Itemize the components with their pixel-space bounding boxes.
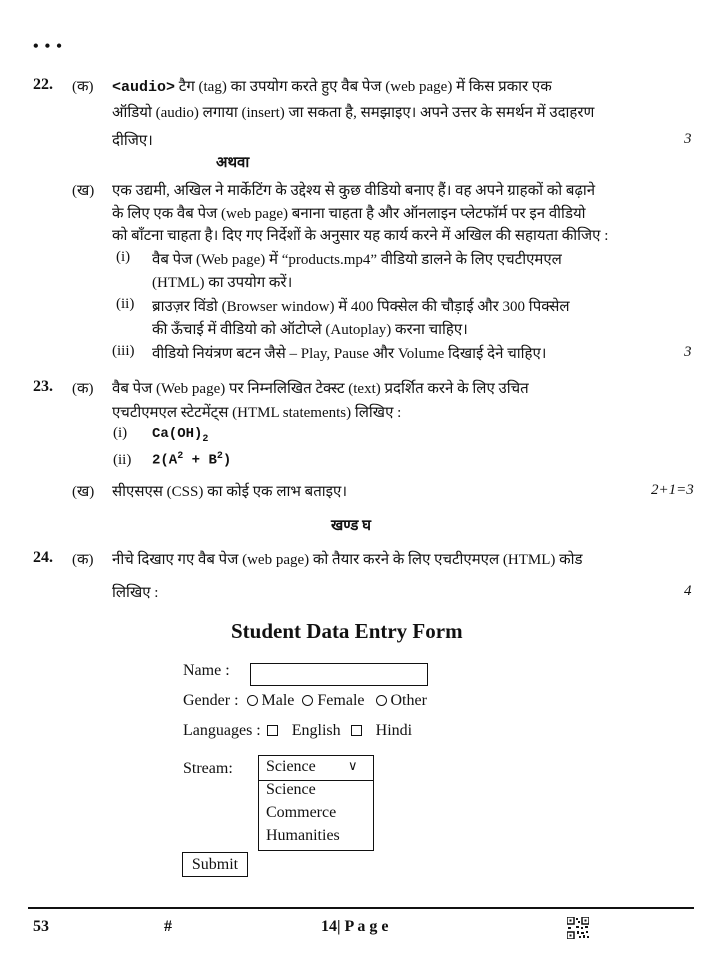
question-number: 24. xyxy=(33,549,53,566)
question-text: वैब पेज (Web page) पर निम्नलिखित टेक्स्ट (text) प्रदर्शित करने के लिए उचित xyxy=(112,381,529,397)
checkbox-hindi[interactable] xyxy=(351,725,362,736)
question-text: ब्राउज़र विंडो (Browser window) में 400 पिक्सेल की चौड़ाई और 300 पिक्सेल xyxy=(152,299,570,315)
name-input[interactable] xyxy=(250,663,428,686)
radio-other[interactable] xyxy=(376,695,387,706)
formula-text xyxy=(152,451,231,469)
sub-part-label: (ii) xyxy=(113,452,132,468)
stream-label: Stream: xyxy=(183,760,233,777)
top-dots: • • • xyxy=(33,38,63,55)
radio-label: Other xyxy=(390,692,427,709)
dropdown-option[interactable]: Commerce xyxy=(266,804,337,821)
question-text: एचटीएमएल स्टेटमेंट्स (HTML statements) लिखिए : xyxy=(112,405,402,421)
question-text: लिखिए : xyxy=(112,585,159,601)
gender-label: Gender : xyxy=(183,692,239,709)
question-text: की ऊँचाई में वीडियो को ऑटोप्ले (Autoplay) करना चाहिए। xyxy=(152,322,468,338)
part-label: (क) xyxy=(72,79,94,95)
stream-selected-value: Science xyxy=(266,758,316,775)
checkbox-english[interactable] xyxy=(267,725,278,736)
part-label: (क) xyxy=(72,381,94,397)
question-text: दीजिए। xyxy=(112,133,153,149)
question-text: वीडियो नियंत्रण बटन जैसे – Play, Pause और Volume दिखाई देने चाहिए। xyxy=(152,346,547,362)
dropdown-option[interactable]: Science xyxy=(266,781,316,798)
page-number: 14| P a g e xyxy=(321,918,389,935)
dropdown-option[interactable]: Humanities xyxy=(266,827,340,844)
chevron-down-icon: ∨ xyxy=(348,758,358,773)
gender-row xyxy=(183,692,427,710)
question-text: नीचे दिखाए गए वैब पेज (web page) को तैयार करने के लिए एचटीएमएल (HTML) कोड xyxy=(112,552,583,568)
radio-label: Female xyxy=(317,692,365,709)
footer-hash: # xyxy=(164,918,172,935)
question-text: ऑडियो (audio) लगाया (insert) जा सकता है, समझाइए। अपने उत्तर के समर्थन में उदाहरण xyxy=(112,105,595,121)
radio-label: Male xyxy=(261,692,295,709)
question-text: वैब पेज (Web page) में “products.mp4” वीडियो डालने के लिए एचटीएमएल xyxy=(152,252,562,268)
name-label: Name : xyxy=(183,662,230,679)
formula-main: + B xyxy=(183,452,217,469)
formula-text xyxy=(152,426,208,445)
checkbox-label: English xyxy=(291,722,341,739)
marks: 4 xyxy=(684,583,692,599)
marks: 3 xyxy=(684,344,692,360)
question-text: को बाँटना चाहता है। दिए गए निर्देशों के अनुसार यह कार्य करने में अखिल की सहायता कीजिए : xyxy=(112,228,609,244)
or-separator: अथवा xyxy=(216,155,250,171)
checkbox-label: Hindi xyxy=(375,722,413,739)
part-label: (क) xyxy=(72,552,94,568)
question-number: 23. xyxy=(33,378,53,395)
footer-rule xyxy=(28,907,694,909)
audio-tag-code: <audio> xyxy=(112,79,176,96)
formula-superscript: 2 xyxy=(216,451,223,462)
form-title: Student Data Entry Form xyxy=(231,619,463,643)
sub-part-label: (iii) xyxy=(112,343,135,359)
question-text-part: टैग (tag) का उपयोग करते हुए वैब पेज (web page) में किस प्रकार एक xyxy=(178,79,552,95)
question-text: एक उद्यमी, अखिल ने मार्केटिंग के उद्देश्य से कुछ वीडियो बनाए हैं। वह अपने ग्राहकों को बढ़ाने xyxy=(112,183,596,199)
languages-label: Languages : xyxy=(183,722,261,739)
formula-main: Ca(OH) xyxy=(152,426,203,442)
marks: 2+1=3 xyxy=(651,482,694,498)
submit-button[interactable]: Submit xyxy=(182,852,248,877)
section-heading: खण्ड घ xyxy=(331,518,372,534)
formula-main: ) xyxy=(222,452,232,469)
sub-part-label: (i) xyxy=(113,425,128,441)
question-paper-code: 53 xyxy=(33,918,49,935)
question-text: सीएसएस (CSS) का कोई एक लाभ बताइए। xyxy=(112,484,348,500)
qr-code-icon xyxy=(567,917,589,939)
formula-main: 2(A xyxy=(152,452,178,469)
question-number: 22. xyxy=(33,76,53,93)
question-text: (HTML) का उपयोग करें। xyxy=(152,275,293,291)
part-label: (ख) xyxy=(72,183,95,199)
formula-subscript: 2 xyxy=(202,433,209,445)
question-text: के लिए एक वैब पेज (web page) बनाना चाहता है और ऑनलाइन प्लेटफॉर्म पर इन वीडियो xyxy=(112,206,586,222)
stream-dropdown-list xyxy=(258,780,374,851)
sub-part-label: (ii) xyxy=(116,296,135,312)
part-label: (ख) xyxy=(72,484,95,500)
stream-select[interactable] xyxy=(258,755,374,781)
formula-superscript: 2 xyxy=(177,451,184,462)
question-text xyxy=(112,76,660,96)
radio-male[interactable] xyxy=(247,695,258,706)
marks: 3 xyxy=(684,131,692,147)
radio-female[interactable] xyxy=(302,695,313,706)
sub-part-label: (i) xyxy=(116,249,131,265)
languages-row xyxy=(183,722,412,740)
